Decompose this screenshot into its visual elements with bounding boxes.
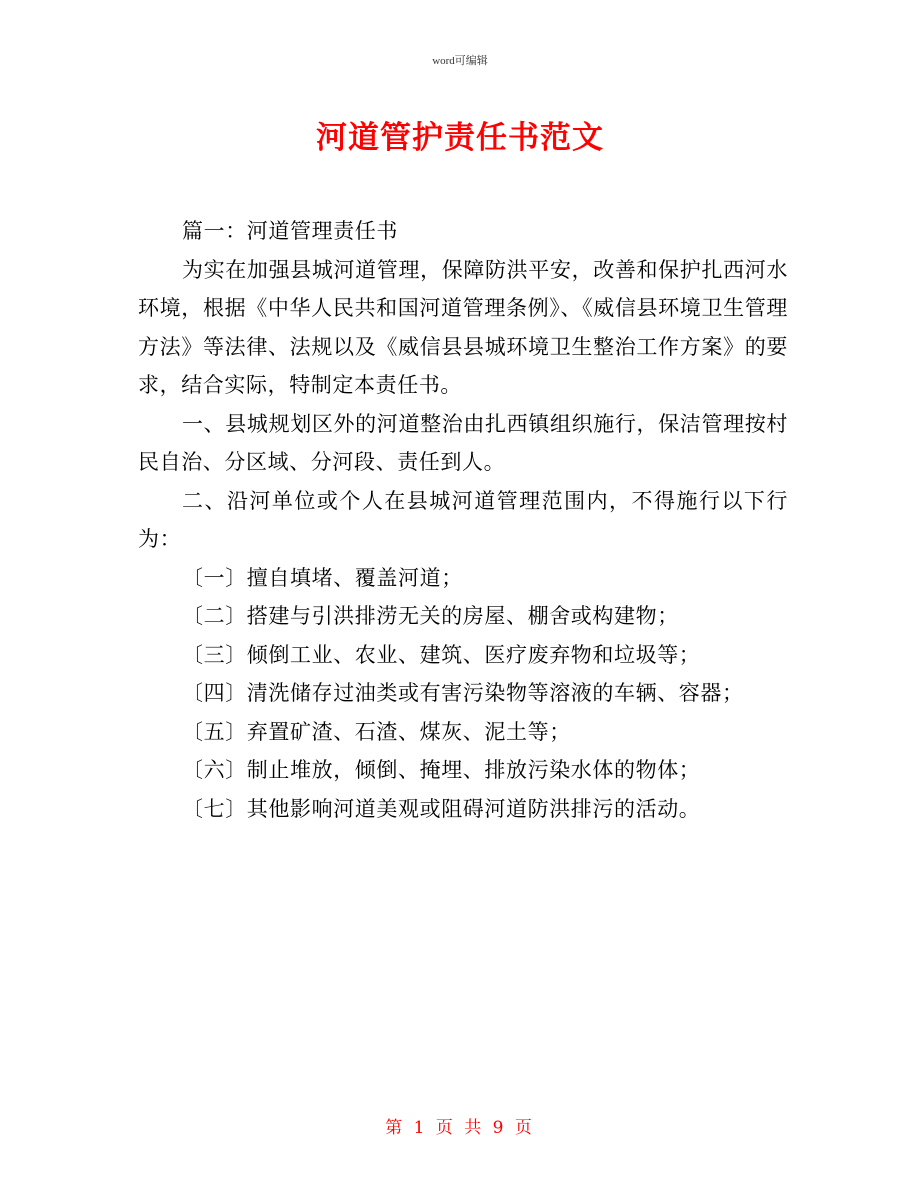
document-body — [138, 212, 788, 828]
paragraph-rule-2: 二、沿河单位或个人在县城河道管理范围内，不得施行以下行为： — [138, 488, 788, 551]
page-header: word可编辑 — [432, 55, 488, 67]
page-number: 第 1 页 共 9 页 — [385, 1118, 535, 1138]
list-item: 〔六〕制止堆放，倾倒、掩埋、排放污染水体的物体； — [182, 758, 701, 782]
document-title: 河道管护责任书范文 — [316, 120, 604, 156]
list-item: 〔五〕弃置矿渣、石渣、煤灰、泥土等； — [182, 719, 571, 744]
list-item: 〔一〕擅自填堵、覆盖河道； — [182, 565, 463, 590]
section-heading: 篇一：河道管理责任书 — [182, 219, 398, 243]
paragraph-intro: 为实在加强县城河道管理，保障防洪平安，改善和保护扎西河水环境，根据《中华人民共和国河道管理条例》、《威信县环境卫生管理方法》等法律、法规以及《威信县县城环境卫生整治工作方案》的要求，结合实际，特制定本责任书。 — [138, 257, 788, 397]
list-item: 〔四〕清洗储存过油类或有害污染物等溶液的车辆、容器； — [182, 681, 744, 705]
paragraph-rule-1: 一、县城规划区外的河道整治由扎西镇组织施行，保洁管理按村民自治、分区域、分河段、责任到人。 — [138, 411, 788, 474]
list-item: 〔七〕其他影响河道美观或阻碍河道防洪排污的活动。 — [182, 796, 701, 821]
list-item: 〔三〕倾倒工业、农业、建筑、医疗废弃物和垃圾等； — [182, 642, 701, 667]
list-item: 〔二〕搭建与引洪排涝无关的房屋、棚舍或构建物； — [182, 604, 679, 628]
